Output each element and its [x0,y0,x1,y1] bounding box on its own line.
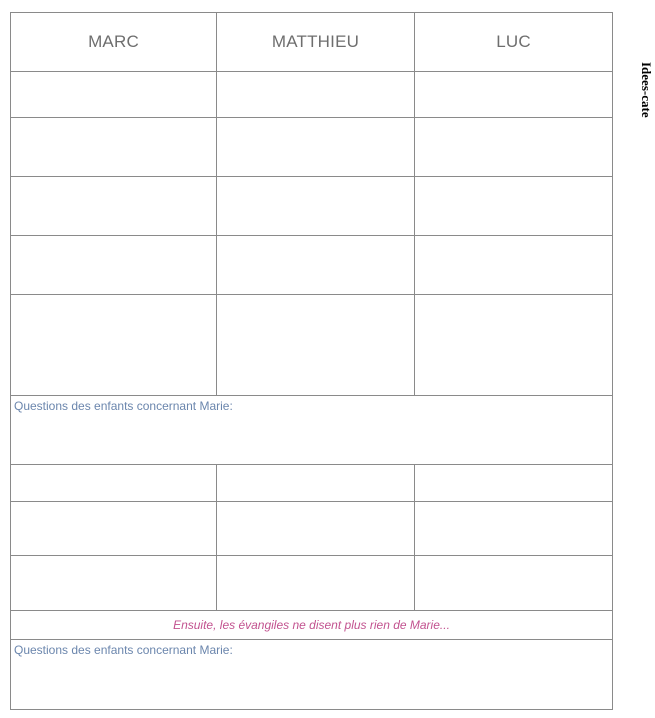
table-row [11,502,613,556]
cell-matthieu[interactable] [217,72,415,118]
cell-marc[interactable] [11,236,217,295]
cell-marc[interactable] [11,72,217,118]
table-row [11,236,613,295]
cell-matthieu[interactable] [217,118,415,177]
header-row [11,13,613,72]
cell-luc[interactable] [415,295,613,396]
side-label: Idees-cate [639,62,654,118]
cell-marc[interactable] [11,177,217,236]
column-header-luc: LUC [415,13,613,72]
table-row [11,295,613,396]
cell-matthieu[interactable] [217,465,415,502]
questions-note-1[interactable]: Questions des enfants concernant Marie: [11,396,613,465]
table-row [11,556,613,611]
table-row [11,177,613,236]
cell-luc[interactable] [415,72,613,118]
gospel-comparison-table [10,12,613,710]
questions-row [11,640,613,710]
cell-matthieu[interactable] [217,556,415,611]
cell-matthieu[interactable] [217,236,415,295]
table-row [11,72,613,118]
questions-row [11,396,613,465]
column-header-matthieu: MATTHIEU [217,13,415,72]
ensuite-row [11,611,613,640]
cell-marc[interactable] [11,118,217,177]
cell-matthieu[interactable] [217,177,415,236]
cell-matthieu[interactable] [217,502,415,556]
questions-note-2[interactable]: Questions des enfants concernant Marie: [11,640,613,710]
cell-marc[interactable] [11,556,217,611]
cell-marc[interactable] [11,295,217,396]
cell-matthieu[interactable] [217,295,415,396]
table-row [11,465,613,502]
column-header-marc: MARC [11,13,217,72]
cell-luc[interactable] [415,177,613,236]
cell-luc[interactable] [415,236,613,295]
cell-luc[interactable] [415,465,613,502]
cell-marc[interactable] [11,502,217,556]
cell-luc[interactable] [415,556,613,611]
table-row [11,118,613,177]
cell-luc[interactable] [415,502,613,556]
cell-luc[interactable] [415,118,613,177]
cell-marc[interactable] [11,465,217,502]
ensuite-note: Ensuite, les évangiles ne disent plus rien de Marie... [11,611,613,640]
